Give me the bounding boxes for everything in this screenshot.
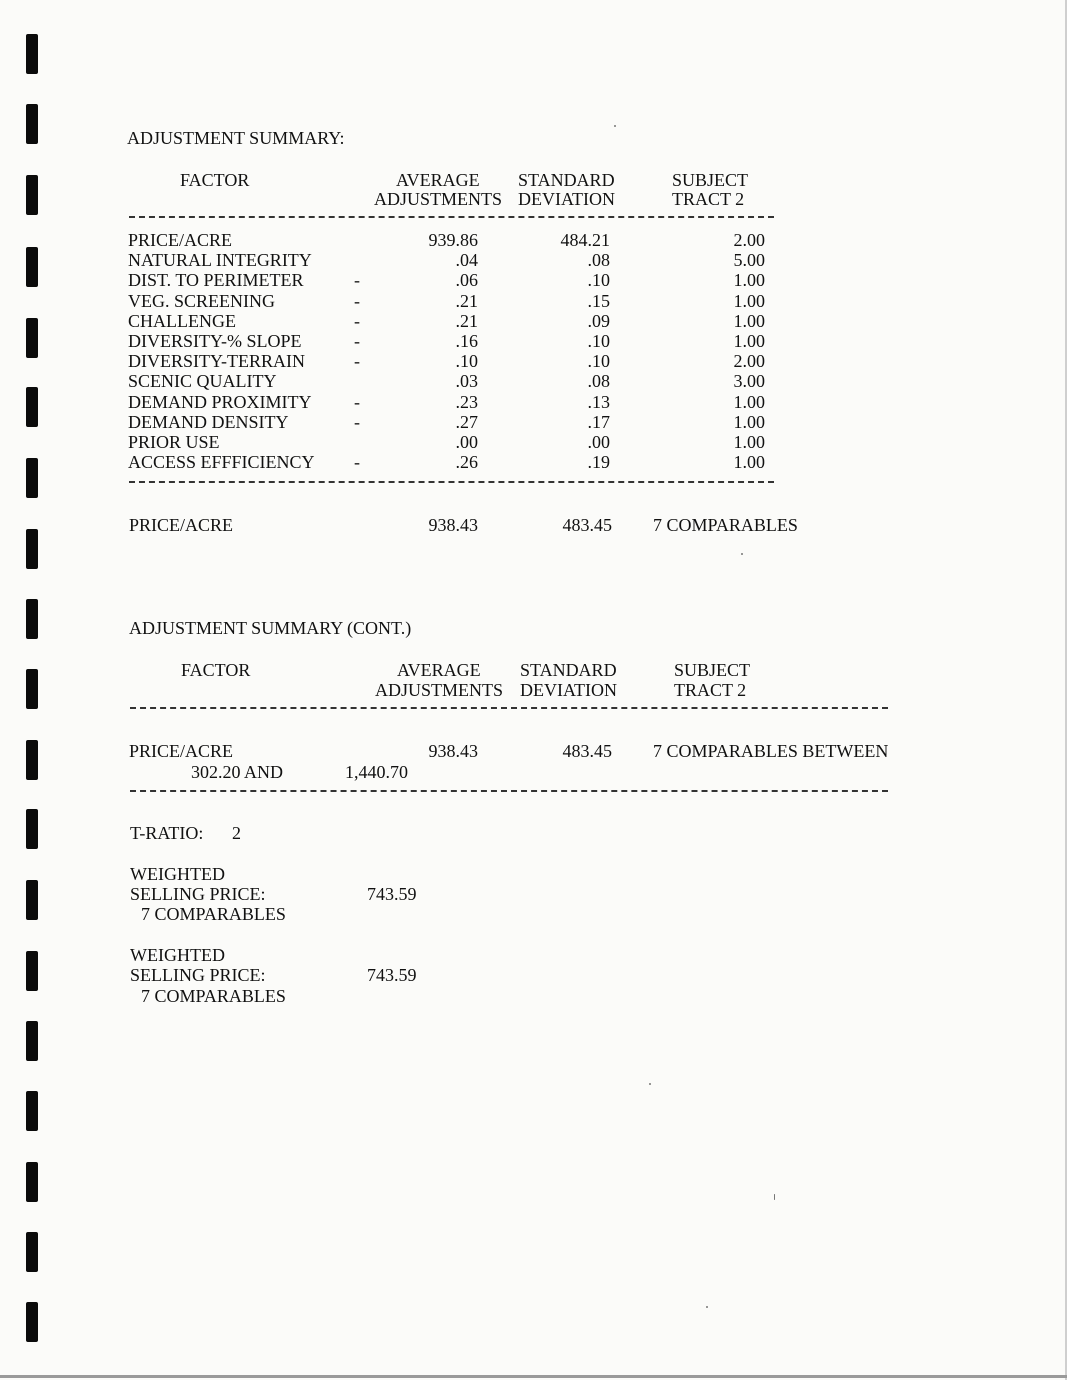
selling-price-label: SELLING PRICE: xyxy=(130,884,266,904)
row-factor: ACCESS EFFFICIENCY xyxy=(128,452,315,472)
row-sign: - xyxy=(354,392,360,412)
binder-hole xyxy=(26,458,38,498)
weighted-label: WEIGHTED xyxy=(130,864,225,884)
binder-hole xyxy=(26,1232,38,1272)
header-factor: FACTOR xyxy=(181,660,251,680)
page-edge-bottom xyxy=(0,1375,1067,1378)
section1-title: ADJUSTMENT SUMMARY: xyxy=(127,128,345,148)
binder-hole xyxy=(26,809,38,849)
row-average: .21 xyxy=(455,311,478,331)
row-average: .10 xyxy=(455,351,478,371)
row-subject-tract: 1.00 xyxy=(733,452,765,472)
scan-speck xyxy=(741,553,743,555)
selling-price-label: SELLING PRICE: xyxy=(130,965,266,985)
row-factor: PRICE/ACRE xyxy=(129,741,234,761)
row-sign: - xyxy=(354,452,360,472)
binder-hole xyxy=(26,951,38,991)
row-std-dev: .08 xyxy=(587,371,610,391)
row-average: 938.43 xyxy=(428,741,478,761)
summary-factor: PRICE/ACRE xyxy=(129,515,234,535)
header-deviation: DEVIATION xyxy=(518,189,615,209)
summary-note: 7 COMPARABLES xyxy=(653,515,798,535)
header-adjustments: ADJUSTMENTS xyxy=(374,189,503,209)
range-low: 302.20 AND xyxy=(191,762,284,782)
divider-rule xyxy=(129,481,774,483)
row-factor: DIST. TO PERIMETER xyxy=(128,270,304,290)
row-std-dev: .09 xyxy=(587,311,610,331)
row-factor: DIVERSITY-TERRAIN xyxy=(128,351,305,371)
row-average: .03 xyxy=(455,371,478,391)
row-average: .00 xyxy=(455,432,478,452)
row-subject-tract: 1.00 xyxy=(733,270,765,290)
row-factor: SCENIC QUALITY xyxy=(128,371,277,391)
row-subject-tract: 5.00 xyxy=(733,250,765,270)
selling-price-value: 743.59 xyxy=(367,965,417,985)
row-factor: DIVERSITY-% SLOPE xyxy=(128,331,302,351)
header-adjustments: ADJUSTMENTS xyxy=(375,680,504,700)
row-factor: PRIOR USE xyxy=(128,432,220,452)
row-sign: - xyxy=(354,270,360,290)
header-average: AVERAGE xyxy=(396,170,480,190)
scan-speck xyxy=(706,1306,708,1308)
row-std-dev: .10 xyxy=(587,270,610,290)
binder-hole xyxy=(26,387,38,427)
binder-hole xyxy=(26,880,38,920)
t-ratio-label: T-RATIO: xyxy=(130,823,204,843)
row-average: .27 xyxy=(455,412,478,432)
row-std-dev: .15 xyxy=(587,291,610,311)
scan-speck xyxy=(614,125,616,127)
row-factor: VEG. SCREENING xyxy=(128,291,275,311)
header-factor: FACTOR xyxy=(180,170,250,190)
binder-hole xyxy=(26,599,38,639)
section2-title: ADJUSTMENT SUMMARY (CONT.) xyxy=(129,618,412,638)
binder-hole xyxy=(26,247,38,287)
selling-price-value: 743.59 xyxy=(367,884,417,904)
row-std-dev: .17 xyxy=(587,412,610,432)
row-factor: DEMAND PROXIMITY xyxy=(128,392,312,412)
row-average: .21 xyxy=(455,291,478,311)
row-subject-tract: 1.00 xyxy=(733,432,765,452)
row-subject-tract: 3.00 xyxy=(733,371,765,391)
binder-hole xyxy=(26,1162,38,1202)
row-std-dev: .00 xyxy=(587,432,610,452)
row-sign: - xyxy=(354,412,360,432)
binder-hole xyxy=(26,529,38,569)
range-high: 1,440.70 xyxy=(345,762,408,782)
row-average: .16 xyxy=(455,331,478,351)
header-deviation: DEVIATION xyxy=(520,680,617,700)
header-tract: TRACT 2 xyxy=(672,189,745,209)
header-standard: STANDARD xyxy=(520,660,617,680)
row-note: 7 COMPARABLES BETWEEN xyxy=(653,741,889,761)
row-sign: - xyxy=(354,331,360,351)
row-factor: PRICE/ACRE xyxy=(128,230,233,250)
header-subject: SUBJECT xyxy=(672,170,749,190)
header-subject: SUBJECT xyxy=(674,660,751,680)
binder-hole xyxy=(26,1091,38,1131)
row-subject-tract: 1.00 xyxy=(733,331,765,351)
header-standard: STANDARD xyxy=(518,170,615,190)
binder-hole xyxy=(26,740,38,780)
row-factor: CHALLENGE xyxy=(128,311,236,331)
row-sign: - xyxy=(354,351,360,371)
divider-rule xyxy=(130,790,888,792)
binder-hole xyxy=(26,1302,38,1342)
row-std-dev: 483.45 xyxy=(562,741,612,761)
scan-speck xyxy=(649,1083,651,1085)
row-std-dev: .19 xyxy=(587,452,610,472)
binder-hole xyxy=(26,34,38,74)
binder-hole xyxy=(26,175,38,215)
row-average: .04 xyxy=(455,250,478,270)
row-sign: - xyxy=(354,311,360,331)
row-std-dev: .08 xyxy=(587,250,610,270)
binder-hole xyxy=(26,1021,38,1061)
row-subject-tract: 1.00 xyxy=(733,291,765,311)
t-ratio-value: 2 xyxy=(232,823,241,843)
divider-rule xyxy=(130,707,888,709)
row-std-dev: .10 xyxy=(587,331,610,351)
row-subject-tract: 1.00 xyxy=(733,311,765,331)
divider-rule xyxy=(129,216,774,218)
row-subject-tract: 1.00 xyxy=(733,392,765,412)
weighted-label: WEIGHTED xyxy=(130,945,225,965)
binder-hole xyxy=(26,104,38,144)
row-average: 939.86 xyxy=(428,230,478,250)
row-std-dev: .10 xyxy=(587,351,610,371)
comparables-label: 7 COMPARABLES xyxy=(141,904,286,924)
row-subject-tract: 1.00 xyxy=(733,412,765,432)
row-std-dev: 484.21 xyxy=(560,230,610,250)
row-average: .26 xyxy=(455,452,478,472)
row-subject-tract: 2.00 xyxy=(733,351,765,371)
row-average: .06 xyxy=(455,270,478,290)
summary-std-dev: 483.45 xyxy=(562,515,612,535)
scan-speck xyxy=(774,1194,775,1200)
row-sign: - xyxy=(354,291,360,311)
row-average: .23 xyxy=(455,392,478,412)
header-average: AVERAGE xyxy=(397,660,481,680)
summary-average: 938.43 xyxy=(428,515,478,535)
row-factor: DEMAND DENSITY xyxy=(128,412,289,432)
comparables-label: 7 COMPARABLES xyxy=(141,986,286,1006)
row-factor: NATURAL INTEGRITY xyxy=(128,250,312,270)
row-subject-tract: 2.00 xyxy=(733,230,765,250)
row-std-dev: .13 xyxy=(587,392,610,412)
binder-hole xyxy=(26,669,38,709)
binder-hole xyxy=(26,318,38,358)
header-tract: TRACT 2 xyxy=(674,680,747,700)
